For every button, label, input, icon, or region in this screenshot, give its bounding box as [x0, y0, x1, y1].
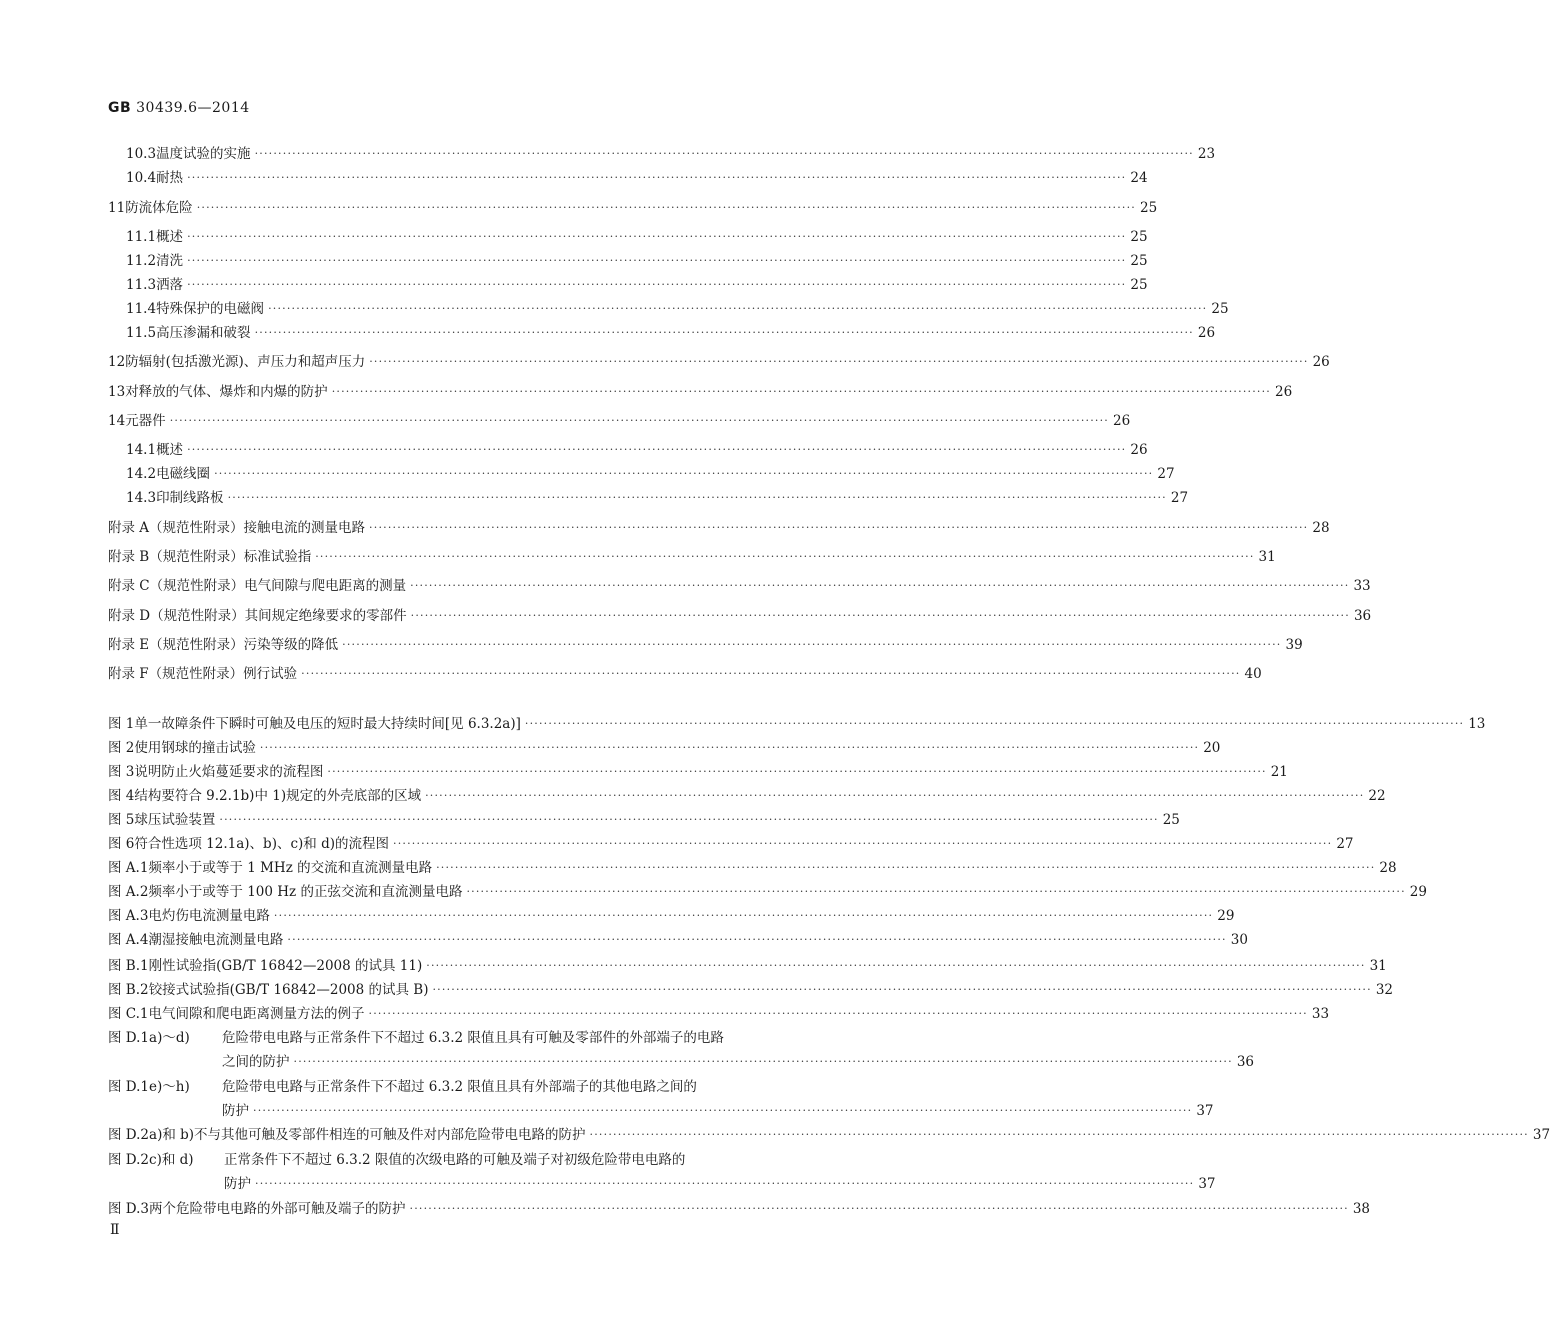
- entry-number: 附录 B（规范性附录）: [108, 549, 244, 565]
- dot-leader: ········································································································································································································: [227, 491, 1167, 504]
- entry-title: 电灼伤电流测量电路: [148, 908, 270, 924]
- toc-entry[interactable]: [108, 519, 1330, 537]
- entry-page: 25: [1211, 301, 1229, 317]
- page-number-footer: Ⅱ: [110, 1222, 120, 1238]
- toc-entry[interactable]: [108, 548, 1276, 566]
- toc-entry-continuation[interactable]: [224, 1175, 1216, 1193]
- toc-entry[interactable]: [108, 300, 1229, 318]
- entry-number: 10.4: [126, 170, 157, 186]
- entry-title: 刚性试验指(GB/T 16842—2008 的试具 11): [148, 958, 423, 974]
- toc-entry[interactable]: [108, 145, 1216, 163]
- entry-number: 14: [108, 413, 126, 429]
- dot-leader: ········································································································································································································: [410, 579, 1350, 592]
- standard-number: 30439.6—2014: [136, 100, 250, 116]
- dot-leader: ········································································································································································································: [187, 443, 1127, 456]
- entry-page: 31: [1258, 549, 1276, 565]
- dot-leader: ········································································································································································································: [393, 837, 1333, 850]
- entry-page: 36: [1236, 1054, 1255, 1070]
- toc-entry[interactable]: [108, 577, 1371, 595]
- entry-title: 特殊保护的电磁阀: [156, 301, 265, 317]
- dot-leader: ········································································································································································································: [342, 638, 1282, 651]
- entry-number: 14.2: [126, 466, 157, 482]
- dot-leader: ········································································································································································································: [169, 414, 1110, 427]
- entry-page: 32: [1375, 982, 1393, 998]
- entry-title: 使用钢球的撞击试验: [134, 740, 256, 756]
- dot-leader: ········································································································································································································: [331, 385, 1272, 398]
- dot-leader: ········································································································································································································: [254, 326, 1194, 339]
- entry-title: 单一故障条件下瞬时可触及电压的短时最大持续时间[见 6.3.2a)]: [134, 716, 521, 732]
- entry-title: 高压渗漏和破裂: [156, 325, 251, 341]
- entry-page: 26: [1197, 325, 1216, 341]
- dot-leader: ········································································································································································································: [287, 933, 1227, 946]
- toc-entry[interactable]: [108, 252, 1148, 270]
- toc-entry[interactable]: [108, 787, 1386, 805]
- dot-leader: ········································································································································································································: [196, 201, 1137, 214]
- entry-number: 图 B.1: [108, 958, 149, 974]
- toc-entry[interactable]: [108, 607, 1372, 625]
- entry-title: 污染等级的降低: [243, 637, 339, 653]
- dot-leader: ········································································································································································································: [301, 667, 1241, 680]
- entry-title: 球压试验装置: [134, 812, 216, 828]
- entry-title: 符合性选项 12.1a)、b)、c)和 d)的流程图: [134, 836, 389, 852]
- entry-page: 28: [1379, 860, 1397, 876]
- entry-number: 图 2: [108, 740, 135, 756]
- entry-number: 附录 F（规范性附录）: [108, 666, 244, 682]
- toc-entry[interactable]: [108, 412, 1131, 430]
- entry-page: 26: [1130, 442, 1148, 458]
- toc-entry[interactable]: [108, 981, 1393, 999]
- entry-title-continued: 防护: [224, 1176, 251, 1192]
- toc-entry[interactable]: [108, 324, 1216, 342]
- dot-leader: ········································································································································································································: [410, 609, 1350, 622]
- toc-entry[interactable]: [108, 883, 1427, 901]
- entry-page: 27: [1170, 490, 1189, 506]
- entry-title-continued: 防护: [222, 1103, 249, 1119]
- entry-title: 概述: [156, 442, 184, 458]
- dot-leader: ········································································································································································································: [426, 959, 1366, 972]
- dot-leader: ········································································································································································································: [214, 467, 1154, 480]
- entry-page: 13: [1468, 716, 1486, 732]
- entry-number: 附录 E（规范性附录）: [108, 637, 244, 653]
- entry-page: 26: [1312, 354, 1330, 370]
- toc-entry[interactable]: [108, 811, 1180, 829]
- entry-title: 潮湿接触电流测量电路: [148, 932, 284, 948]
- entry-number: 图 A.4: [108, 932, 149, 948]
- toc-entry-multiline[interactable]: [108, 1029, 724, 1047]
- entry-page: 28: [1312, 520, 1330, 536]
- dot-leader: ········································································································································································································: [259, 741, 1200, 754]
- toc-entry[interactable]: [108, 1200, 1371, 1218]
- entry-page: 27: [1157, 466, 1175, 482]
- entry-title: 说明防止火焰蔓延要求的流程图: [134, 764, 324, 780]
- dot-leader: ········································································································································································································: [425, 789, 1365, 802]
- entry-title: 不与其他可触及零部件相连的可触及件对内部危险带电电路的防护: [194, 1127, 586, 1143]
- entry-page: 25: [1130, 277, 1148, 293]
- entry-title-continued: 之间的防护: [222, 1054, 290, 1070]
- entry-title: 洒落: [156, 277, 184, 293]
- entry-number: 附录 D（规范性附录）: [108, 608, 245, 624]
- toc-entry[interactable]: [108, 859, 1397, 877]
- entry-page: 30: [1230, 932, 1248, 948]
- entry-title: 频率小于或等于 1 MHz 的交流和直流测量电路: [148, 860, 433, 876]
- entry-number: 图 4: [108, 788, 135, 804]
- entry-title: 铰接式试验指(GB/T 16842—2008 的试具 B): [148, 982, 429, 998]
- entry-title: 危险带电电路与正常条件下不超过 6.3.2 限值且具有可触及零部件的外部端子的电路: [222, 1030, 724, 1046]
- entry-title: 清洗: [156, 253, 184, 269]
- entry-number: 图 B.2: [108, 982, 149, 998]
- dot-leader: ········································································································································································································: [432, 983, 1372, 996]
- dot-leader: ········································································································································································································: [273, 909, 1214, 922]
- entry-title: 例行试验: [243, 666, 298, 682]
- entry-page: 24: [1130, 170, 1148, 186]
- toc-entry-continuation[interactable]: [222, 1053, 1255, 1071]
- entry-page: 22: [1368, 788, 1386, 804]
- entry-number: 附录 C（规范性附录）: [108, 578, 245, 594]
- dot-leader: ········································································································································································································: [369, 521, 1309, 534]
- entry-number: 11.3: [126, 277, 157, 293]
- entry-number: 13: [108, 384, 126, 400]
- toc-entry[interactable]: [108, 715, 1486, 733]
- dot-leader: ········································································································································································································: [369, 355, 1309, 368]
- entry-title: 接触电流的测量电路: [243, 520, 366, 536]
- toc-entry-multiline[interactable]: [108, 1151, 685, 1169]
- dot-leader: ········································································································································································································: [187, 171, 1127, 184]
- toc-entry[interactable]: [108, 907, 1235, 925]
- entry-title: 元器件: [125, 413, 166, 429]
- entry-page: 26: [1113, 413, 1131, 429]
- entry-page: 26: [1275, 384, 1293, 400]
- dot-leader: ········································································································································································································: [187, 230, 1127, 243]
- toc-entry[interactable]: [108, 931, 1248, 949]
- toc-entry-multiline[interactable]: [108, 1078, 697, 1096]
- entry-number: 图 A.1: [108, 860, 149, 876]
- toc-entry[interactable]: [108, 383, 1293, 401]
- entry-page: 33: [1311, 1006, 1330, 1022]
- entry-number: 图 1: [108, 716, 135, 732]
- entry-number: 11.5: [126, 325, 157, 341]
- entry-title: 危险带电电路与正常条件下不超过 6.3.2 限值且具有外部端子的其他电路之间的: [222, 1079, 697, 1095]
- toc-entry[interactable]: [108, 199, 1158, 217]
- entry-number: 11.4: [126, 301, 157, 317]
- entry-page: 39: [1285, 637, 1303, 653]
- entry-title: 防辐射(包括激光源)、声压力和超声压力: [125, 354, 366, 370]
- entry-page: 29: [1409, 884, 1427, 900]
- dot-leader: ········································································································································································································: [254, 147, 1194, 160]
- entry-page: 25: [1130, 229, 1148, 245]
- entry-page: 33: [1353, 578, 1371, 594]
- entry-number: 11.1: [126, 229, 157, 245]
- document-header: [108, 100, 250, 116]
- entry-number: 14.1: [126, 442, 157, 458]
- dot-leader: ········································································································································································································: [219, 813, 1159, 826]
- toc-entry[interactable]: [108, 228, 1148, 246]
- entry-title: 印制线路板: [156, 490, 224, 506]
- dot-leader: ········································································································································································································: [253, 1104, 1193, 1117]
- standard-code: GB: [108, 100, 132, 116]
- toc-entry[interactable]: [108, 1005, 1330, 1023]
- entry-page: 38: [1352, 1201, 1371, 1217]
- dot-leader: ········································································································································································································: [436, 861, 1376, 874]
- entry-page: 29: [1217, 908, 1235, 924]
- toc-entry[interactable]: [108, 957, 1387, 975]
- dot-leader: ········································································································································································································: [255, 1177, 1195, 1190]
- dot-leader: ········································································································································································································: [293, 1055, 1233, 1068]
- entry-title: 耐热: [156, 170, 184, 186]
- dot-leader: ········································································································································································································: [327, 765, 1267, 778]
- entry-page: 37: [1532, 1127, 1550, 1143]
- dot-leader: ········································································································································································································: [315, 550, 1255, 563]
- entry-title: 对释放的气体、爆炸和内爆的防护: [125, 384, 328, 400]
- toc-entry[interactable]: [108, 169, 1148, 187]
- entry-page: 36: [1353, 608, 1372, 624]
- entry-number: 图 D.1e)～h): [108, 1079, 190, 1095]
- entry-number: 图 6: [108, 836, 135, 852]
- entry-page: 25: [1130, 253, 1148, 269]
- entry-title: 电气间隙和爬电距离测量方法的例子: [148, 1006, 365, 1022]
- dot-leader: ········································································································································································································: [466, 885, 1406, 898]
- entry-number: 附录 A（规范性附录）: [108, 520, 244, 536]
- toc-entry[interactable]: [108, 835, 1354, 853]
- entry-number: 图 A.2: [108, 884, 149, 900]
- dot-leader: ········································································································································································································: [268, 302, 1208, 315]
- toc-entry[interactable]: [108, 465, 1175, 483]
- dot-leader: ········································································································································································································: [368, 1007, 1308, 1020]
- toc-entry[interactable]: [108, 763, 1288, 781]
- entry-number: 图 D.1a)～d): [108, 1030, 190, 1046]
- entry-title: 温度试验的实施: [156, 146, 251, 162]
- entry-number: 图 D.3: [108, 1201, 150, 1217]
- entry-page: 23: [1197, 146, 1216, 162]
- entry-page: 31: [1369, 958, 1387, 974]
- entry-page: 40: [1244, 666, 1262, 682]
- entry-title: 结构要符合 9.2.1b)中 1)规定的外壳底部的区域: [134, 788, 422, 804]
- entry-page: 21: [1270, 764, 1288, 780]
- entry-page: 25: [1162, 812, 1180, 828]
- entry-page: 20: [1203, 740, 1221, 756]
- toc-entry-continuation[interactable]: [222, 1102, 1214, 1120]
- entry-number: 12: [108, 354, 126, 370]
- entry-title: 电磁线圈: [156, 466, 211, 482]
- toc-entry[interactable]: [108, 276, 1148, 294]
- toc-entry[interactable]: [108, 489, 1189, 507]
- entry-number: 10.3: [126, 146, 157, 162]
- entry-number: 图 C.1: [108, 1006, 149, 1022]
- entry-title: 其间规定绝缘要求的零部件: [244, 608, 407, 624]
- entry-title: 频率小于或等于 100 Hz 的正弦交流和直流测量电路: [148, 884, 463, 900]
- toc-entry[interactable]: [108, 441, 1148, 459]
- toc-entry[interactable]: [108, 353, 1330, 371]
- entry-number: 11: [108, 200, 126, 216]
- toc-entry[interactable]: [108, 1126, 1550, 1144]
- entry-number: 图 D.2c)和 d): [108, 1152, 194, 1168]
- entry-number: 图 A.3: [108, 908, 149, 924]
- entry-page: 27: [1336, 836, 1354, 852]
- entry-title: 标准试验指: [243, 549, 312, 565]
- dot-leader: ········································································································································································································: [524, 717, 1465, 730]
- entry-title: 电气间隙与爬电距离的测量: [244, 578, 407, 594]
- toc-entry[interactable]: [108, 636, 1303, 654]
- dot-leader: ········································································································································································································: [409, 1202, 1349, 1215]
- entry-page: 25: [1140, 200, 1158, 216]
- entry-page: 37: [1198, 1176, 1216, 1192]
- entry-page: 37: [1196, 1103, 1214, 1119]
- entry-number: 图 D.2a)和 b): [108, 1127, 195, 1143]
- entry-title: 防流体危险: [125, 200, 193, 216]
- entry-title: 正常条件下不超过 6.3.2 限值的次级电路的可触及端子对初级危险带电电路的: [224, 1152, 686, 1168]
- entry-number: 图 5: [108, 812, 135, 828]
- entry-title: 两个危险带电电路的外部可触及端子的防护: [149, 1201, 406, 1217]
- entry-title: 概述: [156, 229, 184, 245]
- dot-leader: ········································································································································································································: [589, 1128, 1529, 1141]
- toc-entry[interactable]: [108, 739, 1221, 757]
- dot-leader: ········································································································································································································: [187, 278, 1127, 291]
- entry-number: 11.2: [126, 253, 157, 269]
- entry-number: 图 3: [108, 764, 135, 780]
- toc-entry[interactable]: [108, 665, 1262, 683]
- entry-number: 14.3: [126, 490, 157, 506]
- dot-leader: ········································································································································································································: [187, 254, 1127, 267]
